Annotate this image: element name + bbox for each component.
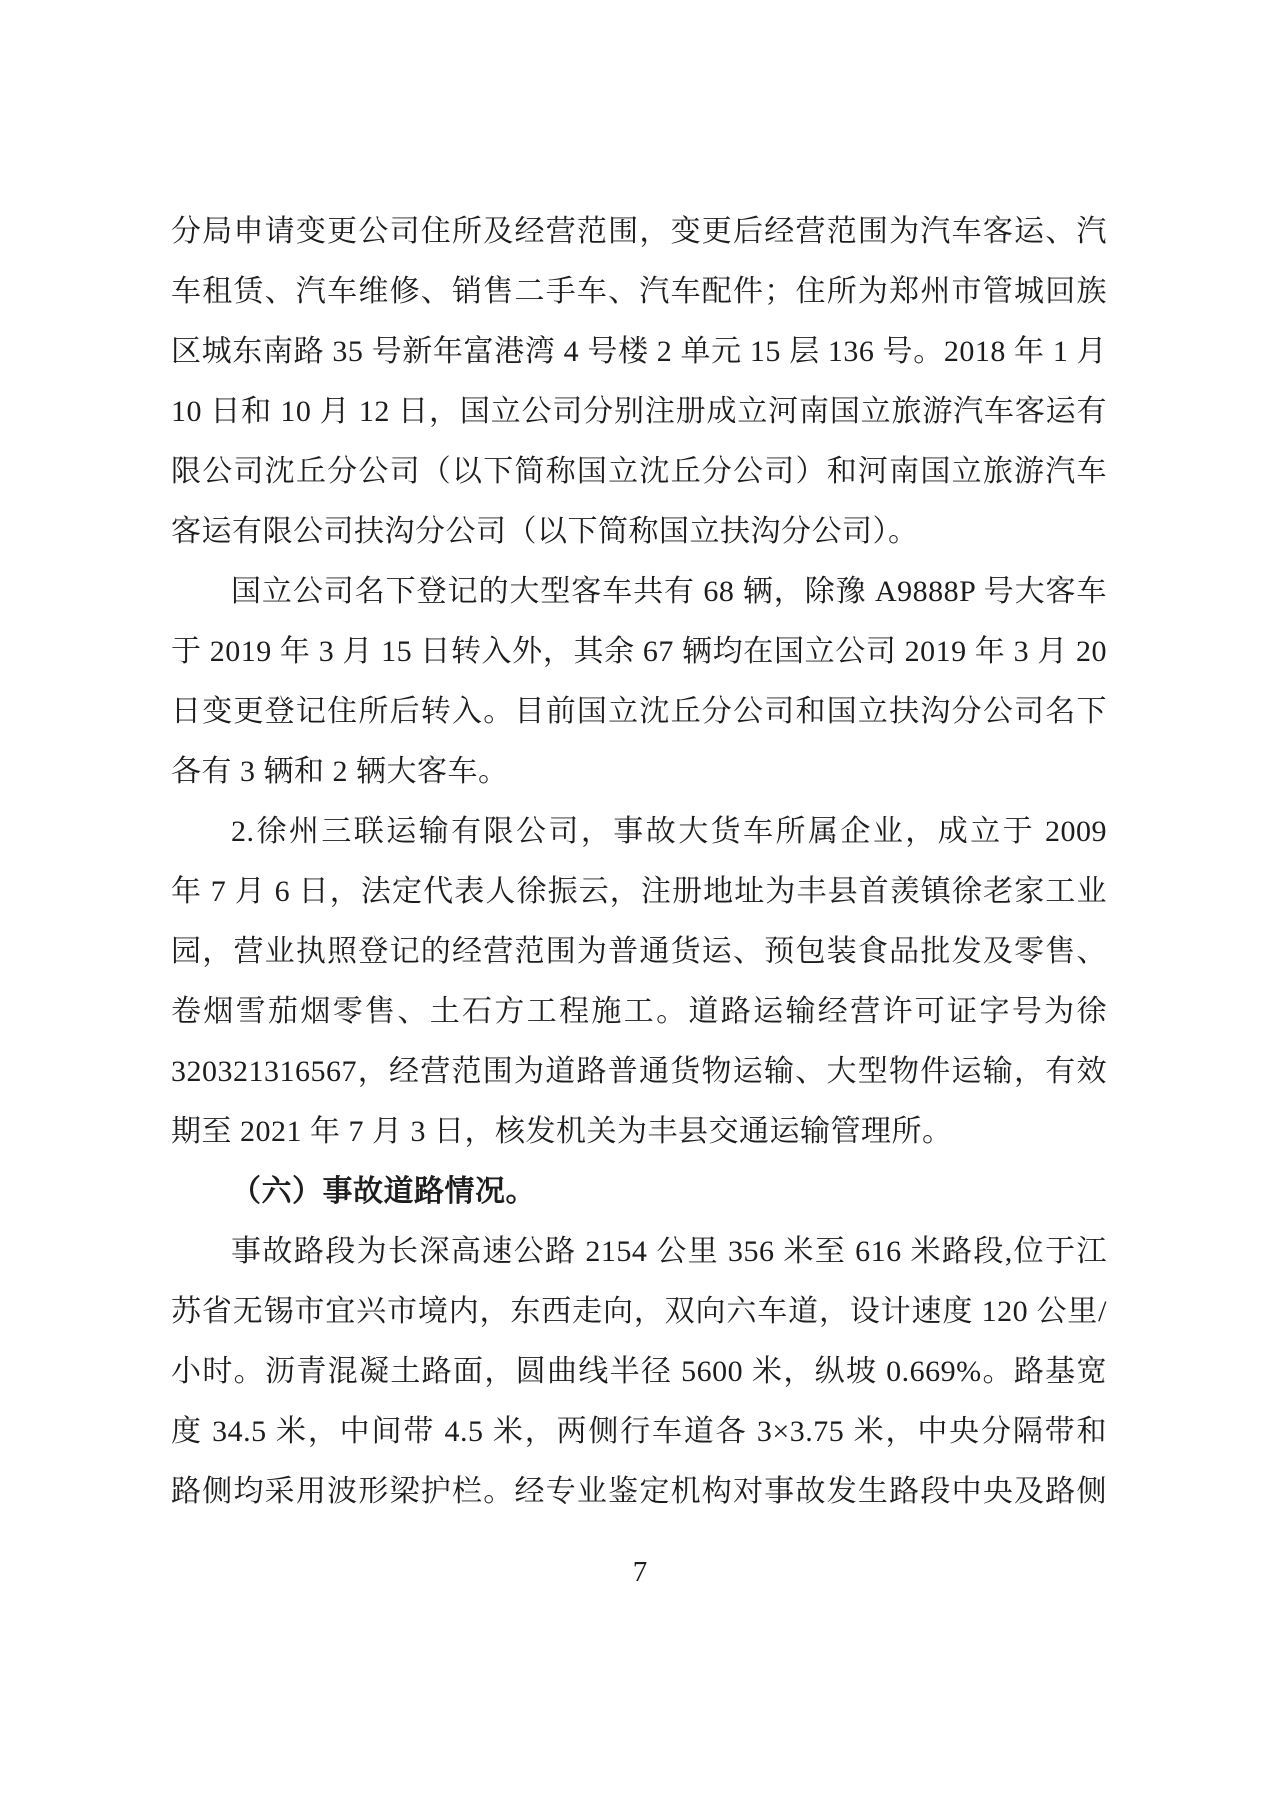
para-xuzhou-sanlian-line-1: 2.徐州三联运输有限公司，事故大货车所属企业，成立于 2009 xyxy=(231,815,1107,848)
para-road-section-line-2: 苏省无锡市宜兴市境内，东西走向，双向六车道，设计速度 120 公里/ xyxy=(171,1295,1107,1328)
para-guoli-buses-line-4: 各有 3 辆和 2 辆大客车。 xyxy=(171,755,509,788)
para-guoli-registration-continued-line-5: 限公司沈丘分公司（以下简称国立沈丘分公司）和河南国立旅游汽车 xyxy=(171,455,1107,488)
page-body xyxy=(171,202,1107,1522)
heading-accident-road-conditions-line-1: （六）事故道路情况。 xyxy=(231,1175,536,1208)
para-guoli-registration-continued-line-4: 10 日和 10 月 12 日，国立公司分别注册成立河南国立旅游汽车客运有 xyxy=(171,395,1107,428)
para-xuzhou-sanlian-line-5: 320321316567，经营范围为道路普通货物运输、大型物件运输，有效 xyxy=(171,1055,1107,1088)
para-road-section-line-3: 小时。沥青混凝土路面，圆曲线半径 5600 米，纵坡 0.669%。路基宽 xyxy=(171,1355,1107,1388)
para-guoli-buses-line-1: 国立公司名下登记的大型客车共有 68 辆，除豫 A9888P 号大客车 xyxy=(231,575,1107,608)
para-guoli-registration-continued-line-1: 分局申请变更公司住所及经营范围，变更后经营范围为汽车客运、汽 xyxy=(171,215,1107,248)
para-guoli-buses-line-3: 日变更登记住所后转入。目前国立沈丘分公司和国立扶沟分公司名下 xyxy=(171,695,1107,728)
para-guoli-registration-continued-line-3: 区城东南路 35 号新年富港湾 4 号楼 2 单元 15 层 136 号。2018 年 1 月 xyxy=(171,335,1107,368)
para-xuzhou-sanlian-line-4: 卷烟雪茄烟零售、土石方工程施工。道路运输经营许可证字号为徐 xyxy=(171,995,1107,1028)
page-number: 7 xyxy=(632,1556,648,1588)
para-road-section-line-5: 路侧均采用波形梁护栏。经专业鉴定机构对事故发生路段中央及路侧 xyxy=(171,1475,1107,1508)
para-guoli-buses-line-2: 于 2019 年 3 月 15 日转入外，其余 67 辆均在国立公司 2019 年 3 月 20 xyxy=(171,635,1107,668)
para-xuzhou-sanlian-line-2: 年 7 月 6 日，法定代表人徐振云，注册地址为丰县首羡镇徐老家工业 xyxy=(171,875,1107,908)
para-guoli-registration-continued-line-2: 车租赁、汽车维修、销售二手车、汽车配件；住所为郑州市管城回族 xyxy=(171,275,1107,308)
para-road-section-line-4: 度 34.5 米，中间带 4.5 米，两侧行车道各 3×3.75 米，中央分隔带和 xyxy=(171,1415,1107,1448)
para-road-section-line-1: 事故路段为长深高速公路 2154 公里 356 米至 616 米路段,位于江 xyxy=(231,1235,1107,1268)
para-xuzhou-sanlian-line-3: 园，营业执照登记的经营范围为普通货运、预包装食品批发及零售、 xyxy=(171,935,1107,968)
para-guoli-registration-continued-line-6: 客运有限公司扶沟分公司（以下简称国立扶沟分公司）。 xyxy=(171,515,919,548)
para-xuzhou-sanlian-line-6: 期至 2021 年 7 月 3 日，核发机关为丰县交通运输管理所。 xyxy=(171,1115,953,1148)
